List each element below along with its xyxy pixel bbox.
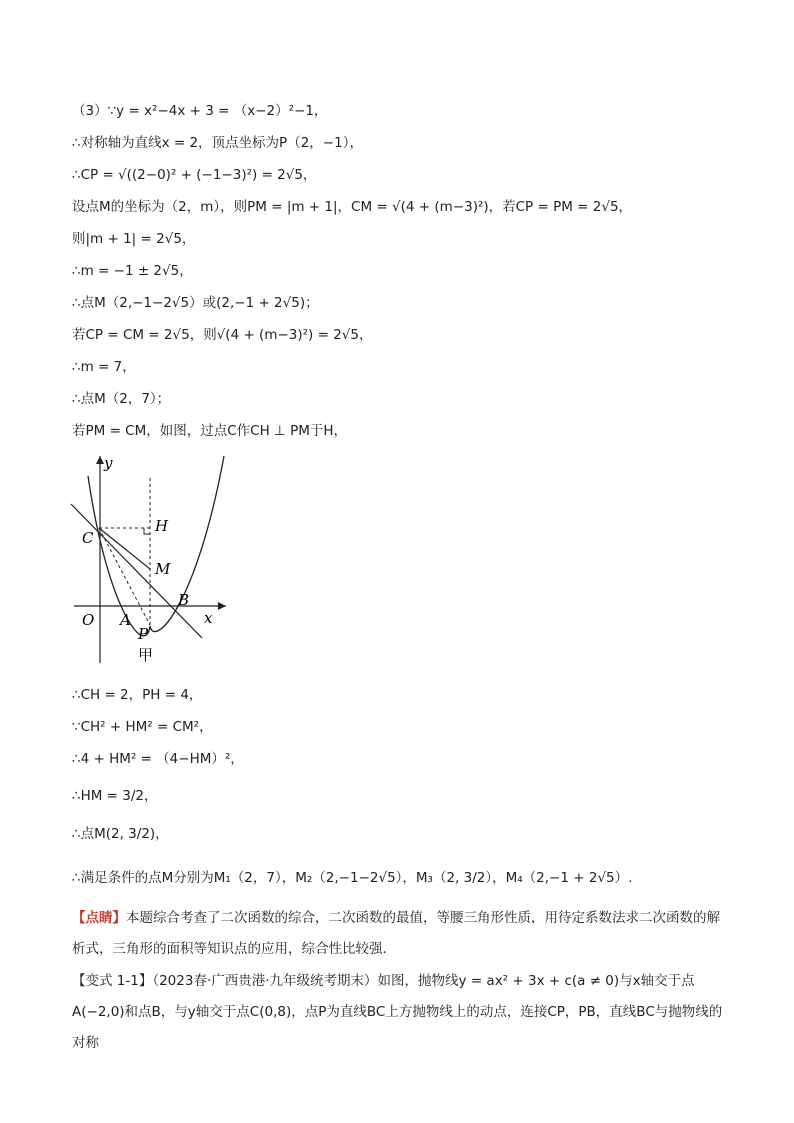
label-m: M — [155, 560, 171, 578]
label-p: P — [138, 625, 149, 643]
segment-cm — [99, 528, 150, 569]
label-y: y — [104, 454, 113, 472]
solution-line-16: ∴点M(2, 3/2)， — [72, 826, 169, 842]
figure-caption: 甲 — [138, 646, 154, 664]
label-h: H — [155, 517, 169, 535]
variant-tag: 【变式 1-1】 — [72, 973, 153, 989]
solution-line-17: ∴满足条件的点M分别为M₁（2，7），M₂（2,−1−2√5），M₃（2, 3/2），M₄（2,−1 + 2√5）. — [72, 870, 633, 886]
label-x: x — [204, 609, 213, 627]
y-axis-arrow — [96, 456, 104, 464]
solution-line-7: ∴点M（2,−1−2√5）或(2,−1 + 2√5)； — [72, 295, 319, 311]
solution-line-15: ∴HM = 3/2， — [72, 788, 158, 804]
solution-line-14: ∴4 + HM² = （4−HM）²， — [72, 751, 244, 767]
solution-line-3: ∴CP = √((2−0)² + (−1−3)²) = 2√5， — [72, 167, 317, 183]
comment-text: 本题综合考查了二次函数的综合，二次函数的最值，等腰三角形性质，用待定系数法求二次函数的解析式，三角形的面积等知识点的应用，综合性比较强． — [72, 910, 720, 957]
solution-line-1: （3）∵y = x²−4x + 3 = （x−2）²−1， — [72, 103, 328, 119]
comment-tag: 【点睛】 — [72, 910, 126, 926]
variant-text: （2023春·广西贵港·九年级统考期末）如图，抛物线y = ax² + 3x + c(a ≠ 0)与x轴交于点A(−2,0)和点B，与y轴交于点C(0,8)，点P为直线BC上方抛物线上的动点，连接CP，PB，直线BC与抛物线的对称 — [72, 973, 723, 1051]
solution-line-5: 则|m + 1| = 2√5， — [72, 231, 196, 247]
solution-line-4: 设点M的坐标为（2，m），则PM = |m + 1|，CM = √(4 + (m−3)²)，若CP = PM = 2√5， — [72, 199, 633, 215]
solution-line-10: ∴点M（2，7）； — [72, 391, 171, 407]
variant-paragraph — [72, 966, 732, 1059]
x-axis-arrow — [218, 602, 226, 610]
right-angle-mark — [144, 528, 150, 534]
solution-line-8: 若CP = CM = 2√5，则√(4 + (m−3)²) = 2√5， — [72, 327, 373, 343]
solution-line-11: 若PM = CM，如图，过点C作CH ⊥ PM于H， — [72, 423, 348, 439]
comment-paragraph — [72, 903, 732, 965]
label-o: O — [82, 611, 95, 629]
label-b: B — [178, 591, 190, 609]
solution-line-9: ∴m = 7， — [72, 359, 136, 375]
solution-line-2: ∴对称轴为直线x = 2，顶点坐标为P（2，−1）， — [72, 135, 363, 151]
solution-line-12: ∴CH = 2，PH = 4， — [72, 687, 203, 703]
parabola-figure — [66, 448, 246, 678]
label-c: C — [82, 529, 94, 547]
label-a: A — [120, 611, 131, 629]
solution-line-13: ∵CH² + HM² = CM²， — [72, 719, 213, 735]
solution-line-6: ∴m = −1 ± 2√5， — [72, 263, 193, 279]
